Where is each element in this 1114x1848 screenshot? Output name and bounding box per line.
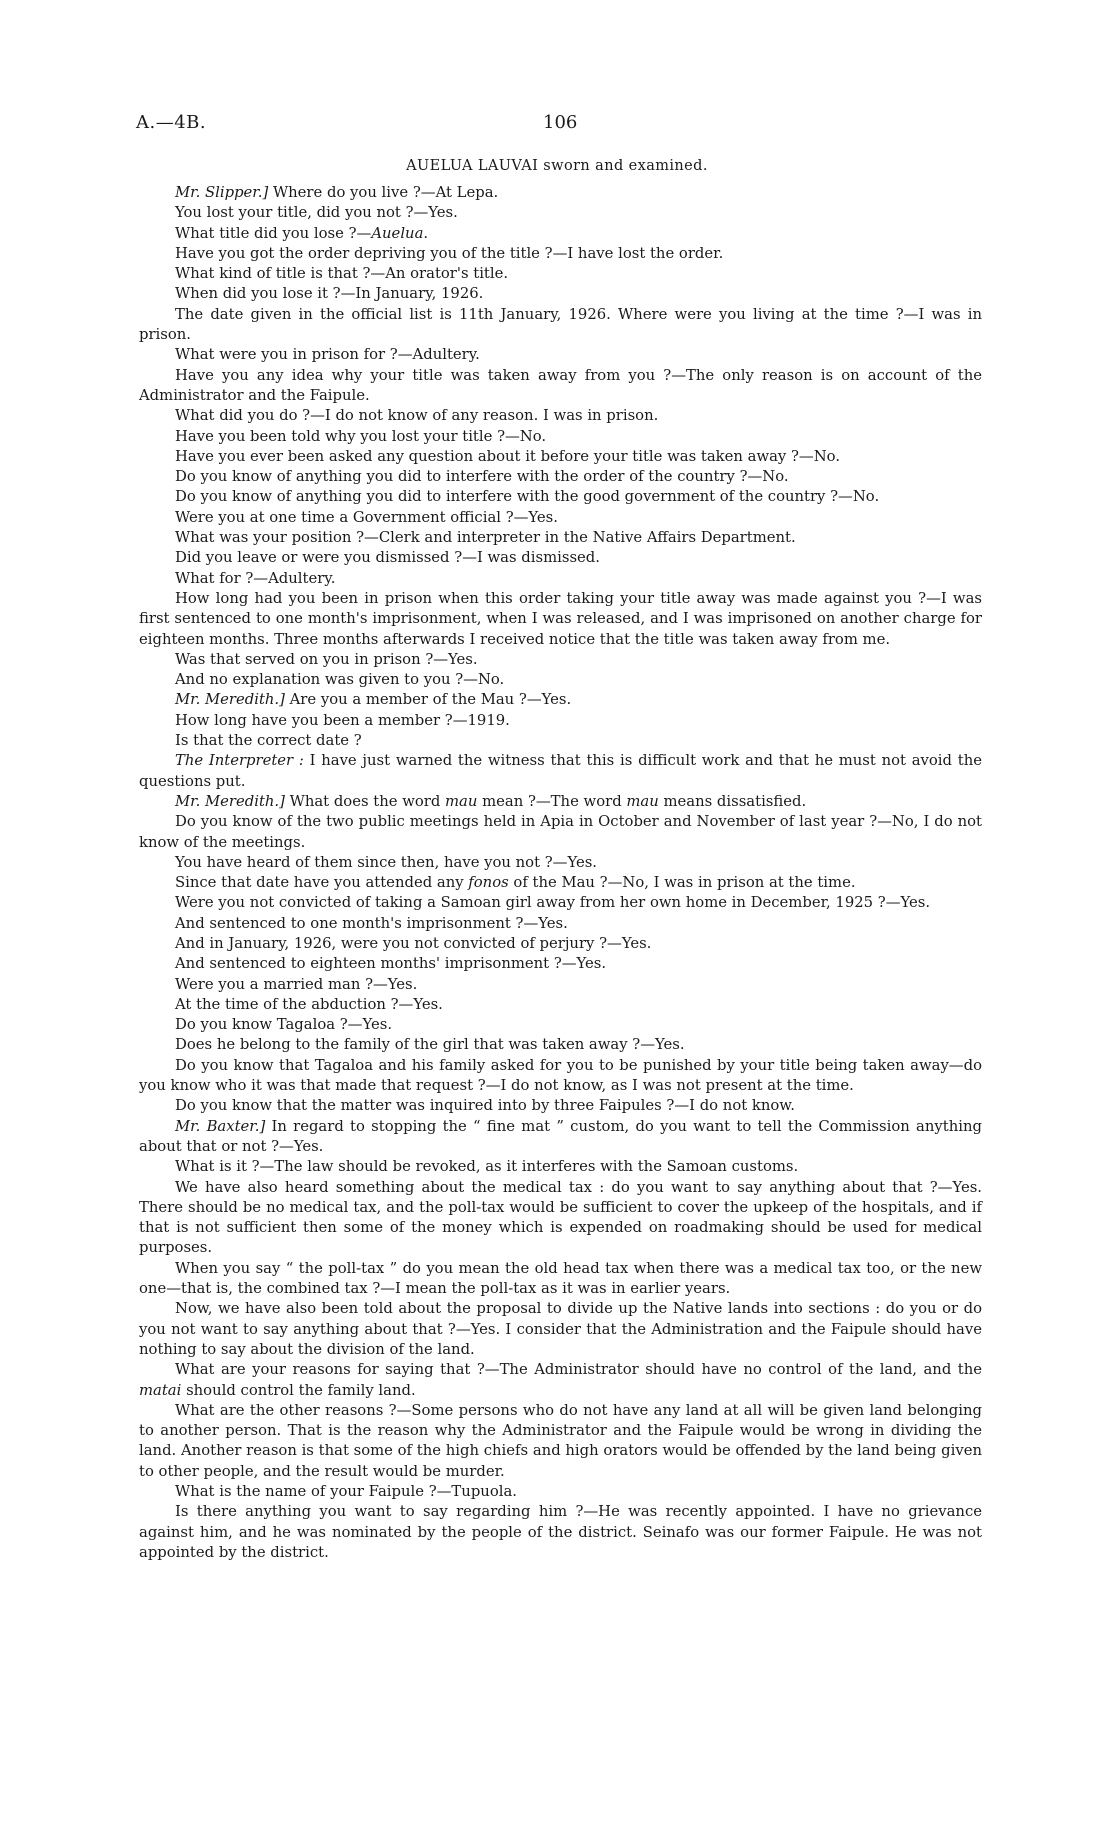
speaker-label: Mr. Meredith.] [175,792,285,810]
transcript-paragraph [139,711,982,731]
paragraph-text: Do you know of anything you did to interfere with the order of the country ?—No. [175,468,789,486]
transcript-paragraph [139,244,982,264]
italic-term: mau [445,792,478,810]
paragraph-text: And in January, 1926, were you not convicted of perjury ?—Yes. [175,934,652,952]
paragraph-text: What are your reasons for saying that ?—The Administrator should have no control of the land, and the [175,1361,982,1379]
italic-term: fonos [468,874,509,892]
transcript-paragraph [139,1401,982,1482]
speaker-label: The Interpreter : [175,752,304,770]
transcript-paragraph [139,1259,982,1300]
paragraph-text: Did you leave or were you dismissed ?—I was dismissed. [175,549,600,567]
paragraph-text: What kind of title is that ?—An orator's title. [175,265,509,283]
paragraph-text: At the time of the abduction ?—Yes. [175,995,443,1013]
transcript-paragraph [139,528,982,548]
transcript-paragraph [139,670,982,690]
paragraph-text: Have you got the order depriving you of the title ?—I have lost the order. [175,244,724,262]
paragraph-text: Since that date have you attended any [175,874,469,892]
transcript-paragraph [139,1482,982,1502]
italic-term: mau [626,792,659,810]
transcript-paragraph [139,427,982,447]
paragraph-text: Is that the correct date ? [175,732,362,750]
paragraph-text: What was your position ?—Clerk and interpreter in the Native Affairs Department. [175,529,796,547]
paragraph-text: In regard to stopping the “ fine mat ” custom, do you want to tell the Commission anything about that or not ?—Yes. [139,1117,982,1155]
paragraph-text: should control the family land. [181,1381,416,1399]
paragraph-text: Was that served on you in prison ?—Yes. [175,650,478,668]
transcript-paragraph [139,487,982,507]
transcript-paragraph [139,1299,982,1360]
paragraph-text: Is there anything you want to say regarding him ?—He was recently appointed. I have no grievance against him, and he was nominated by the people of the district. Seinafo was our former Faipule. He was not appointed by the district. [139,1503,982,1561]
transcript-paragraph [139,569,982,589]
paragraph-text: How long had you been in prison when this order taking your title away was made against you ?—I was first sentenced to one month's imprisonment, when I was released, and I was imprisoned on another charge for eighteen months. Three months afterwards I received notice that the title was taken away from me. [139,589,982,648]
transcript-paragraph [139,934,982,954]
paragraph-text: What is it ?—The law should be revoked, as it interferes with the Samoan customs. [175,1158,799,1176]
paragraph-text: I have just warned the witness that this is difficult work and that he must not avoid the questions put. [139,752,982,790]
transcript-paragraph [139,731,982,751]
paragraph-text: Where do you live ?—At Lepa. [268,184,499,201]
transcript-paragraph [139,345,982,365]
transcript-paragraph [139,873,982,893]
paragraph-text: What does the word [284,792,446,810]
transcript-paragraph [139,1178,982,1259]
paragraph-text: What were you in prison for ?—Adultery. [175,346,480,364]
paragraph-text: Do you know Tagaloa ?—Yes. [175,1016,393,1034]
paragraph-text: Were you a married man ?—Yes. [175,975,418,993]
paragraph-text: How long have you been a member ?—1919. [175,711,510,729]
transcript-paragraph [139,954,982,974]
paragraph-text: Do you know of anything you did to interfere with the good government of the country ?—No. [175,488,880,506]
italic-term: Auelua [371,224,424,242]
transcript-paragraph [139,284,982,304]
transcript-paragraph [139,1157,982,1177]
transcript-paragraph [139,650,982,670]
paragraph-text: Have you been told why you lost your title ?—No. [175,427,547,445]
paragraph-text: Are you a member of the Mau ?—Yes. [284,691,572,709]
paragraph-text: And sentenced to eighteen months' imprisonment ?—Yes. [175,955,607,973]
transcript-paragraph [139,447,982,467]
transcript-paragraph [139,203,982,223]
transcript-paragraph [139,792,982,812]
paragraph-text: You lost your title, did you not ?—Yes. [175,204,458,222]
paragraph-text: We have also heard something about the medical tax : do you want to say anything about that ?—Yes. There should be no medical tax, and the poll-tax would be sufficient to cover the upkeep of the hospitals, and if that is not sufficient then some of the money which is expended on roadmaking should be used for medical purposes. [139,1178,982,1257]
page-number: 106 [543,112,578,133]
paragraph-text: means dissatisfied. [658,792,807,810]
paragraph-text: When did you lose it ?—In January, 1926. [175,285,484,303]
paragraph-text: And no explanation was given to you ?—No. [175,671,505,689]
paragraph-text: Do you know that the matter was inquired into by three Faipules ?—I do not know. [175,1097,795,1115]
paragraph-text: Do you know that Tagaloa and his family asked for you to be punished by your title being taken away—do you know who it was that made that request ?—I do not know, as I was not present at the time. [139,1056,982,1095]
transcript-paragraph [139,1035,982,1055]
paragraph-text: And sentenced to one month's imprisonment ?—Yes. [175,914,568,932]
transcript-paragraph [139,995,982,1015]
transcript-paragraph [139,893,982,913]
transcript-paragraph [139,1360,982,1401]
transcript-paragraph [139,690,982,710]
paragraph-text: What are the other reasons ?—Some persons who do not have any land at all will be given land belonging to another person. That is the reason why the Administrator and the Faipule would be wrong in dividing the land. Another reason is that some of the high chiefs and high orators would be offended by the land being given to other people, and the result would be murder. [139,1401,982,1480]
transcript-paragraph [139,589,982,650]
speaker-label: Mr. Baxter.] [175,1117,266,1135]
paragraph-text: Do you know of the two public meetings held in Apia in October and November of last year ?—No, I do not know of the meetings. [139,813,982,851]
paragraph-text: . [423,224,429,242]
paragraph-text: The date given in the official list is 11th January, 1926. Where were you living at the time ?—I was in prison. [139,305,982,344]
speaker-label: Mr. Meredith.] [175,691,285,709]
transcript-paragraph [139,1056,982,1097]
paragraph-text: You have heard of them since then, have you not ?—Yes. [175,853,598,871]
transcript-paragraph [139,264,982,284]
transcript-paragraph [139,914,982,934]
paragraph-text: What is the name of your Faipule ?—Tupuola. [175,1483,517,1500]
transcript-paragraph [139,1117,982,1158]
transcript-paragraph [139,812,982,853]
transcript-paragraph [139,406,982,426]
paragraph-text: What for ?—Adultery. [175,569,336,587]
transcript-paragraph [139,1015,982,1035]
paragraph-text: Have you any idea why your title was taken away from you ?—The only reason is on account of the Administrator and the Faipule. [139,366,982,404]
section-title: AUELUA LAUVAI sworn and examined. [406,158,708,174]
paragraph-text: What title did you lose ?— [175,224,372,242]
paragraph-text: Were you at one time a Government official ?—Yes. [175,508,558,526]
paragraph-text: mean ?—The word [477,792,627,810]
transcript-paragraph [139,305,982,346]
speaker-label: Mr. Slipper.] [175,184,269,201]
paragraph-text: Have you ever been asked any question about it before your title was taken away ?—No. [175,447,841,465]
transcript-paragraph [139,366,982,407]
paragraph-text: Now, we have also been told about the proposal to divide up the Native lands into sections : do you or do you not want to say anything about that ?—Yes. I consider that the Administration and the Faipule should have nothing to say about the division of the land. [139,1300,982,1358]
transcript-paragraph [139,467,982,487]
transcript-paragraph [139,183,982,203]
paragraph-text: Were you not convicted of taking a Samoan girl away from her own home in December, 1925 ?—Yes. [175,894,931,912]
document-reference: A.—4B. [136,112,207,133]
paragraph-text: When you say “ the poll-tax ” do you mean the old head tax when there was a medical tax too, or the new one—that is, the combined tax ?—I mean the poll-tax as it was in earlier years. [139,1259,982,1298]
paragraph-text: What did you do ?—I do not know of any reason. I was in prison. [175,407,659,425]
transcript-paragraph [139,548,982,568]
transcript-paragraph [139,751,982,792]
transcript-paragraph [139,224,982,244]
transcript-body [139,183,982,1563]
paragraph-text: Does he belong to the family of the girl that was taken away ?—Yes. [175,1036,685,1054]
transcript-paragraph [139,1096,982,1116]
transcript-paragraph [139,508,982,528]
transcript-paragraph [139,853,982,873]
paragraph-text: of the Mau ?—No, I was in prison at the time. [508,874,856,892]
transcript-paragraph [139,1502,982,1563]
italic-term: matai [139,1381,182,1399]
transcript-paragraph [139,975,982,995]
